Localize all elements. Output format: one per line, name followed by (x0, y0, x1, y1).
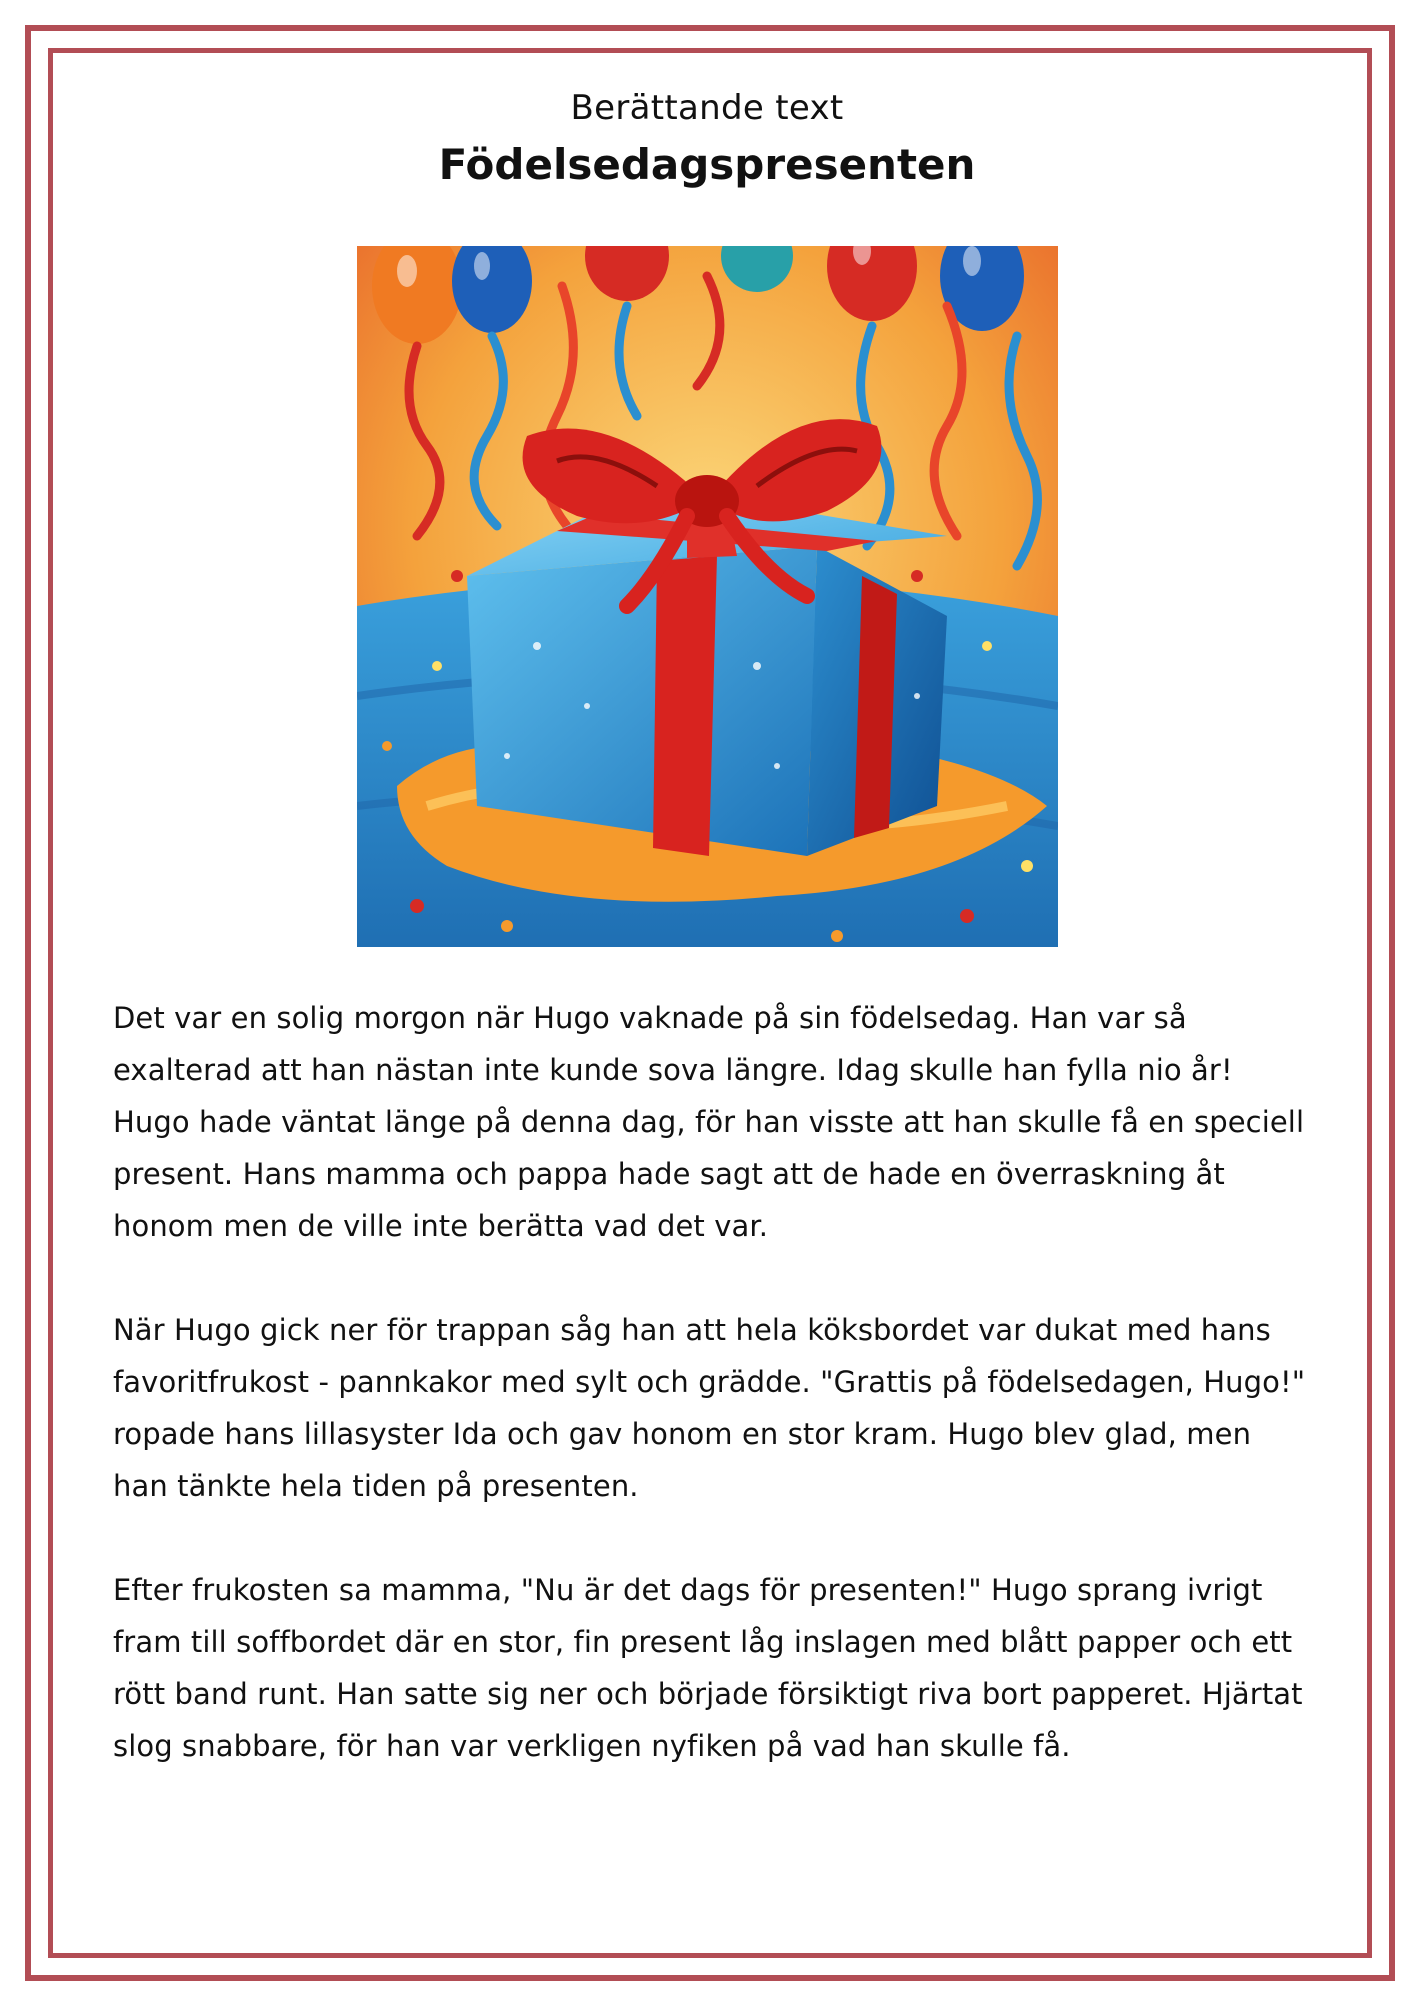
story-paragraph-1: Det var en solig morgon när Hugo vaknade på sin födelsedag. Han var så exalterad att han nästan inte kunde sova längre. Idag skulle han fylla nio år! Hugo hade väntat länge på denna dag, för han visste att han skulle få en speciell present. Hans mamma och pappa hade sagt att de hade en överraskning åt honom men de ville inte berätta vad det var. (113, 1001, 1305, 1243)
story-title: Födelsedagspresenten (438, 140, 976, 189)
story-paragraph-3: Efter frukosten sa mamma, "Nu är det dags för presenten!" Hugo sprang ivrigt fram till soffbordet där en stor, fin present låg inslagen med blått papper och ett rött band runt. Han satte sig ner och började försiktigt riva bort papperet. Hjärtat slog snabbare, för han var verkligen nyfiken på vad han skulle få. (113, 1573, 1303, 1763)
story-text (113, 992, 1313, 1824)
story-paragraph-2: När Hugo gick ner för trappan såg han att hela köksbordet var dukat med hans favoritfrukost - pannkakor med sylt och grädde. "Grattis på födelsedagen, Hugo!" ropade hans lillasyster Ida och gav honom en stor kram. Hugo blev glad, men han tänkte hela tiden på presenten. (113, 1313, 1306, 1503)
text-type-subtitle: Berättande text (570, 88, 844, 128)
birthday-present-icon (357, 246, 1058, 947)
